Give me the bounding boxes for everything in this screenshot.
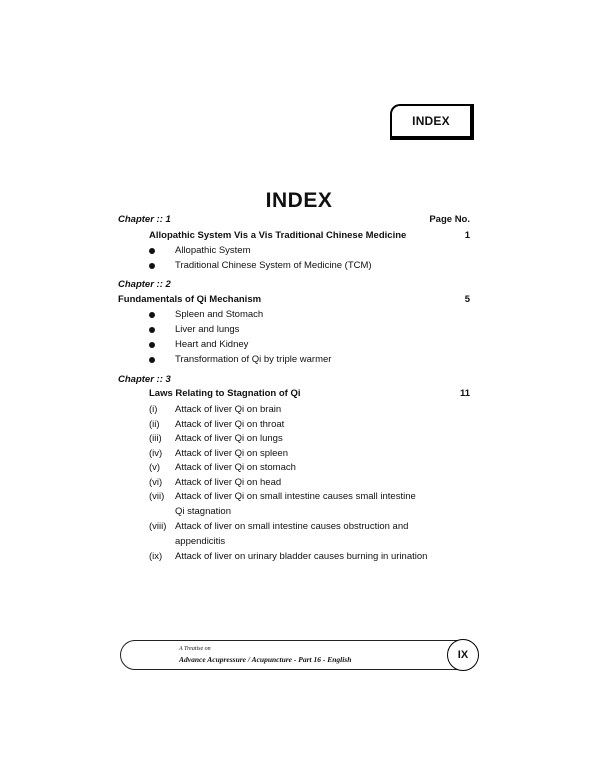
chapter-1-label: Chapter :: 1 [118, 214, 171, 225]
item-number: (vi) [149, 477, 163, 488]
page-footer [120, 640, 478, 670]
list-item: Attack of liver Qi on head [175, 477, 282, 488]
bullet-icon [149, 342, 155, 348]
list-item: Attack of liver Qi on spleen [175, 448, 288, 459]
list-item: Attack of liver on small intestine causes obstruction and [175, 521, 409, 532]
bullet-icon [149, 327, 155, 333]
list-item: Transformation of Qi by triple warmer [175, 354, 332, 365]
list-item: Attack of liver on urinary bladder causes burning in urination [175, 551, 428, 562]
list-item-continued: Qi stagnation [175, 506, 231, 517]
list-item: Heart and Kidney [175, 339, 249, 350]
bullet-icon [149, 312, 155, 318]
list-item: Spleen and Stomach [175, 309, 264, 320]
page-number-badge: IX [447, 639, 479, 671]
item-number: (viii) [149, 521, 167, 532]
chapter-3-page: 11 [459, 388, 470, 399]
index-tab: INDEX [390, 104, 474, 140]
item-number: (ix) [149, 551, 163, 562]
chapter-3-label: Chapter :: 3 [118, 374, 171, 385]
item-number: (iii) [149, 433, 162, 444]
list-item: Attack of liver Qi on brain [175, 404, 282, 415]
list-item: Allopathic System [175, 245, 251, 256]
list-item: Traditional Chinese System of Medicine (TCM) [175, 260, 372, 271]
item-number: (v) [149, 462, 161, 473]
item-number: (iv) [149, 448, 163, 459]
chapter-2-label: Chapter :: 2 [118, 279, 171, 290]
chapter-2-page: 5 [464, 294, 470, 305]
list-item: Attack of liver Qi on throat [175, 419, 285, 430]
list-item-continued: appendicitis [175, 536, 226, 547]
page-no-header: Page No. [429, 214, 470, 225]
bullet-icon [149, 248, 155, 254]
chapter-1-page: 1 [464, 230, 470, 241]
page-title: INDEX [265, 189, 333, 212]
bullet-icon [149, 357, 155, 363]
list-item: Attack of liver Qi on small intestine causes small intestine [175, 491, 416, 502]
chapter-2-heading: Fundamentals of Qi Mechanism [118, 294, 262, 305]
chapter-1-heading: Allopathic System Vis a Vis Traditional Chinese Medicine [149, 230, 407, 241]
item-number: (i) [149, 404, 158, 415]
footer-book-title: Advance Acupressure / Acupuncture - Part 16 - English [179, 655, 352, 664]
footer-series-label: A Treatise on [179, 646, 211, 652]
list-item: Liver and lungs [175, 324, 240, 335]
list-item: Attack of liver Qi on stomach [175, 462, 296, 473]
item-number: (vii) [149, 491, 165, 502]
bullet-icon [149, 263, 155, 269]
list-item: Attack of liver Qi on lungs [175, 433, 283, 444]
chapter-3-heading: Laws Relating to Stagnation of Qi [149, 388, 301, 399]
item-number: (ii) [149, 419, 160, 430]
